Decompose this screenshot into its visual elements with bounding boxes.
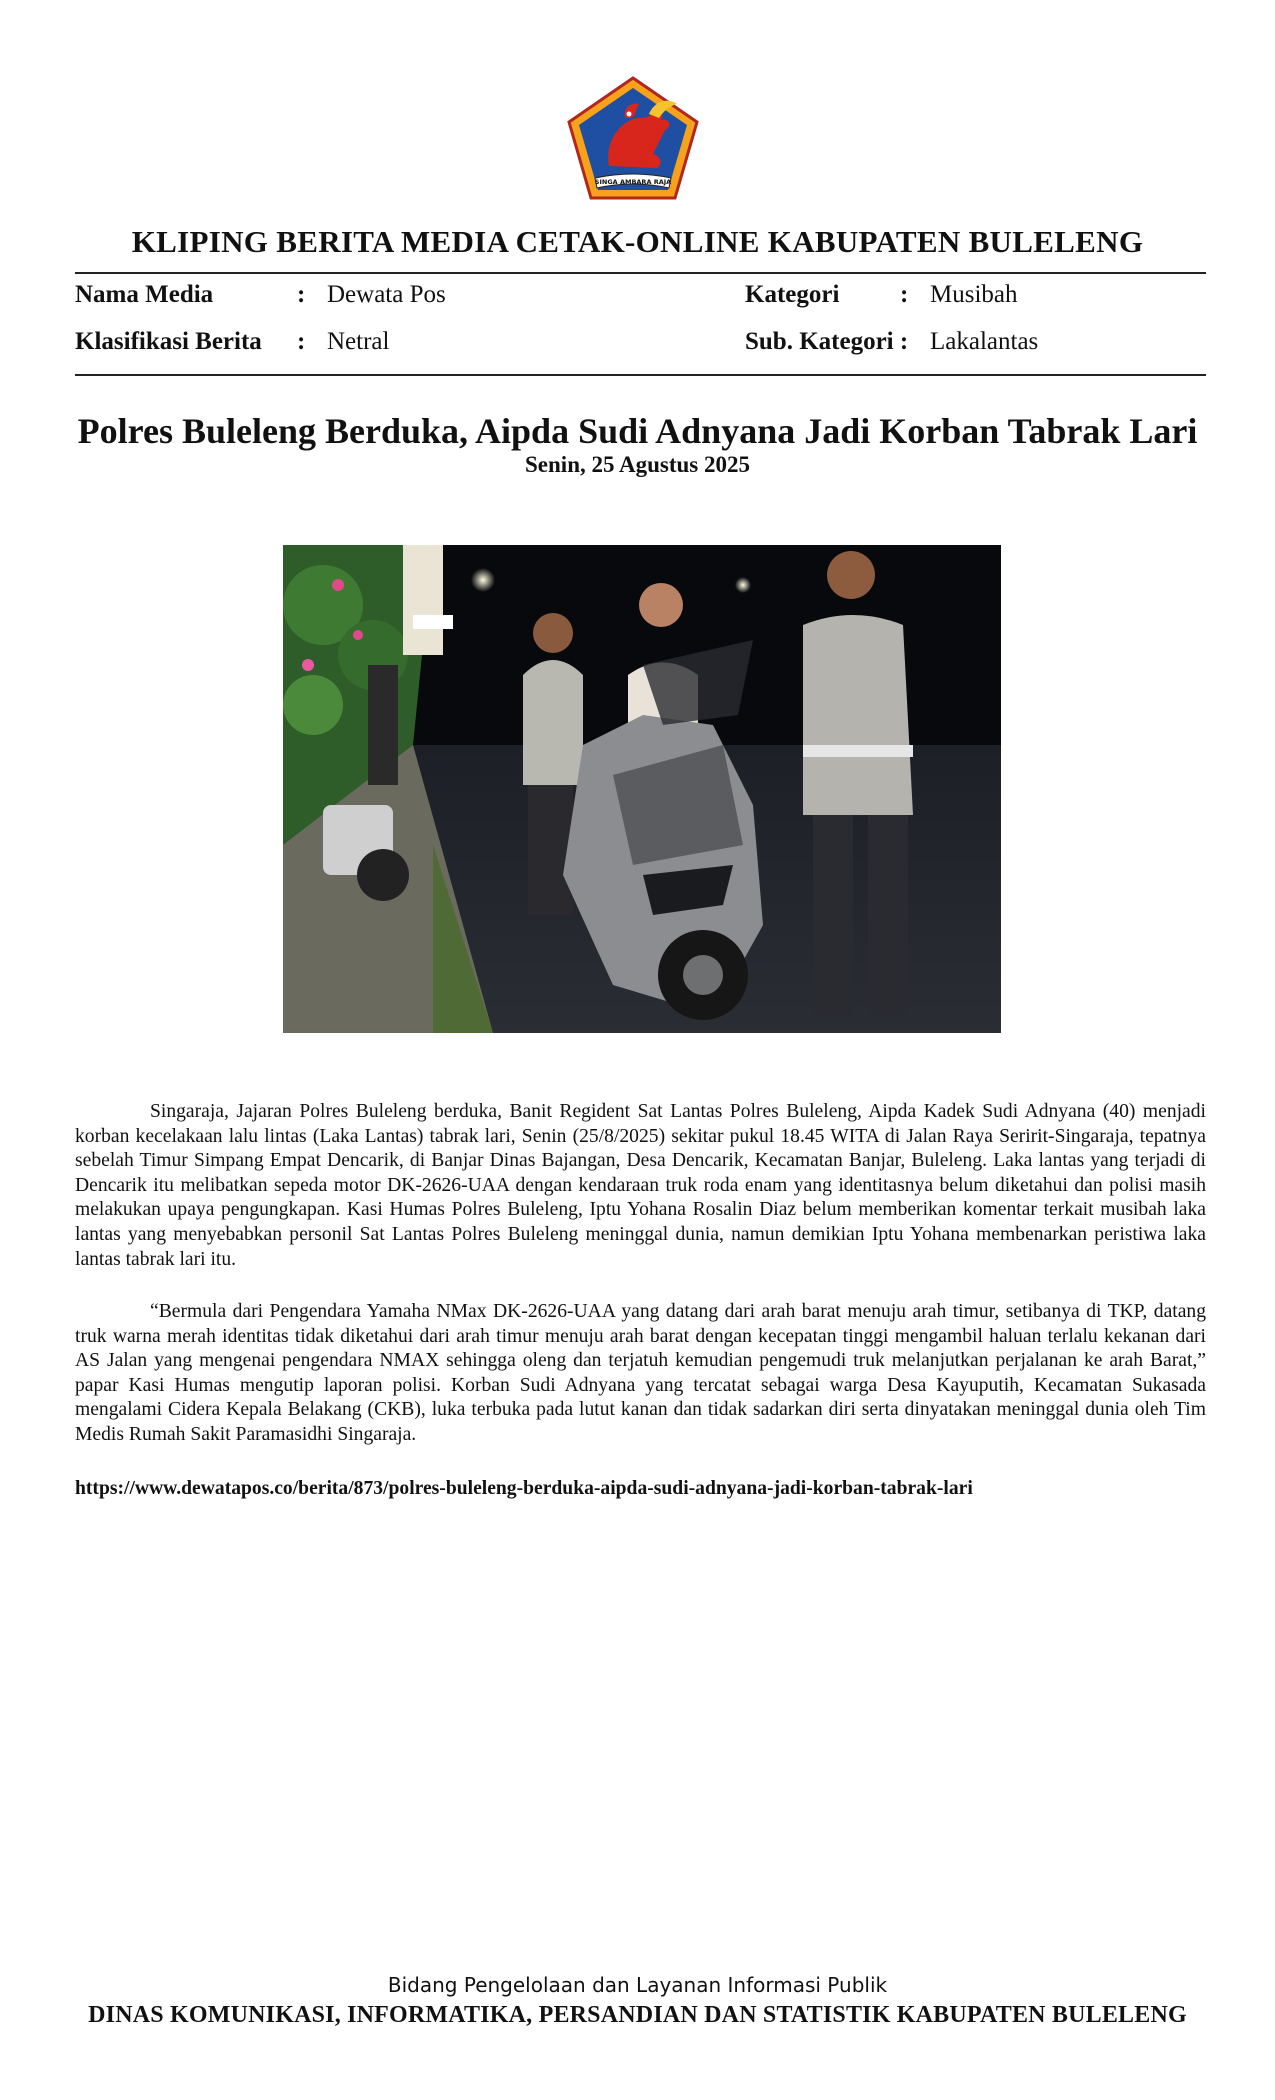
category-separator: : (900, 281, 909, 308)
subcategory-value: Lakalantas (930, 328, 1039, 355)
article-date: Senin, 25 Agustus 2025 (525, 452, 750, 477)
emblem-motto: SINGA AMBARA RAJA (594, 178, 672, 186)
media-separator: : (297, 281, 306, 308)
classification-separator: : (297, 328, 306, 355)
meta-category-row (745, 281, 1018, 309)
subcategory-label: Sub. Kategori : (745, 328, 909, 355)
article-paragraph-1: Singaraja, Jajaran Polres Buleleng berduka, Banit Regident Sat Lantas Polres Buleleng, Aipda Kadek Sudi Adnyana (40) menjadi korban kecelakaan lalu lintas (Laka Lantas) tabrak lari, Senin (25/8/2025) sekitar pukul 18.45 WITA di Jalan Raya Seririt-Singaraja, tepatnya sebelah Timur Simpang Empat Dencarik, di Banjar Dinas Bajangan, Desa Dencarik, Kecamatan Banjar, Buleleng. Laka lantas yang terjadi di Dencarik itu melibatkan sepeda motor DK-2626-UAA dengan kendaraan truk roda enam yang identitasnya belum diketahui dan polisi masih melakukan upaya pengungkapan. Kasi Humas Polres Buleleng, Iptu Yohana Rosalin Diaz belum memberikan komentar terkait musibah laka lantas yang menyebabkan personil Sat Lantas Polres Buleleng meninggal dunia, namun demikian Iptu Yohana membenarkan peristiwa laka lantas tabrak lari itu. (75, 1101, 1206, 1270)
article-headline: Polres Buleleng Berduka, Aipda Sudi Adnyana Jadi Korban Tabrak Lari (77, 411, 1198, 451)
classification-value: Netral (327, 328, 390, 355)
footer-division: Bidang Pengelolaan dan Layanan Informasi Publik (387, 1973, 888, 1997)
meta-subcategory-row (745, 328, 1038, 356)
meta-media-row (75, 281, 446, 309)
classification-label: Klasifikasi Berita (75, 328, 262, 355)
document-title: KLIPING BERITA MEDIA CETAK-ONLINE KABUPATEN BULELENG (131, 224, 1144, 259)
source-link[interactable]: https://www.dewatapos.co/berita/873/polres-buleleng-berduka-aipda-sudi-adnyana-jadi-korban-tabrak-lari (75, 1478, 973, 1499)
header-divider-bottom (75, 374, 1206, 376)
category-label: Kategori (745, 281, 840, 308)
buleleng-emblem-logo (565, 74, 701, 202)
meta-classification-row (75, 328, 389, 356)
header-divider-top (75, 272, 1206, 274)
article-paragraph-2: “Bermula dari Pengendara Yamaha NMax DK-2626-UAA yang datang dari arah barat menuju arah timur, setibanya di TKP, datang truk warna merah identitas tidak diketahui dari arah timur menuju arah barat dengan kecepatan tinggi mengambil haluan terlalu kekanan dari AS Jalan yang mengenai pengendara NMAX sehingga oleng dan terjatuh kemudian pengemudi truk melanjutkan perjalanan ke arah Barat,” papar Kasi Humas mengutip laporan polisi. Korban Sudi Adnyana yang tercatat sebagai warga Desa Kayuputih, Kecamatan Sukasada mengalami Cidera Kepala Belakang (CKB), luka terbuka pada lutut kanan dan tidak sadarkan diri serta dinyatakan meninggal dunia oleh Tim Medis Rumah Sakit Paramasidhi Singaraja. (75, 1301, 1206, 1445)
category-value: Musibah (930, 281, 1018, 308)
media-label: Nama Media (75, 281, 214, 308)
article-photo (283, 545, 1001, 1033)
footer-agency: DINAS KOMUNIKASI, INFORMATIKA, PERSANDIAN DAN STATISTIK KABUPATEN BULELENG (88, 2002, 1187, 2028)
media-value: Dewata Pos (327, 281, 446, 308)
